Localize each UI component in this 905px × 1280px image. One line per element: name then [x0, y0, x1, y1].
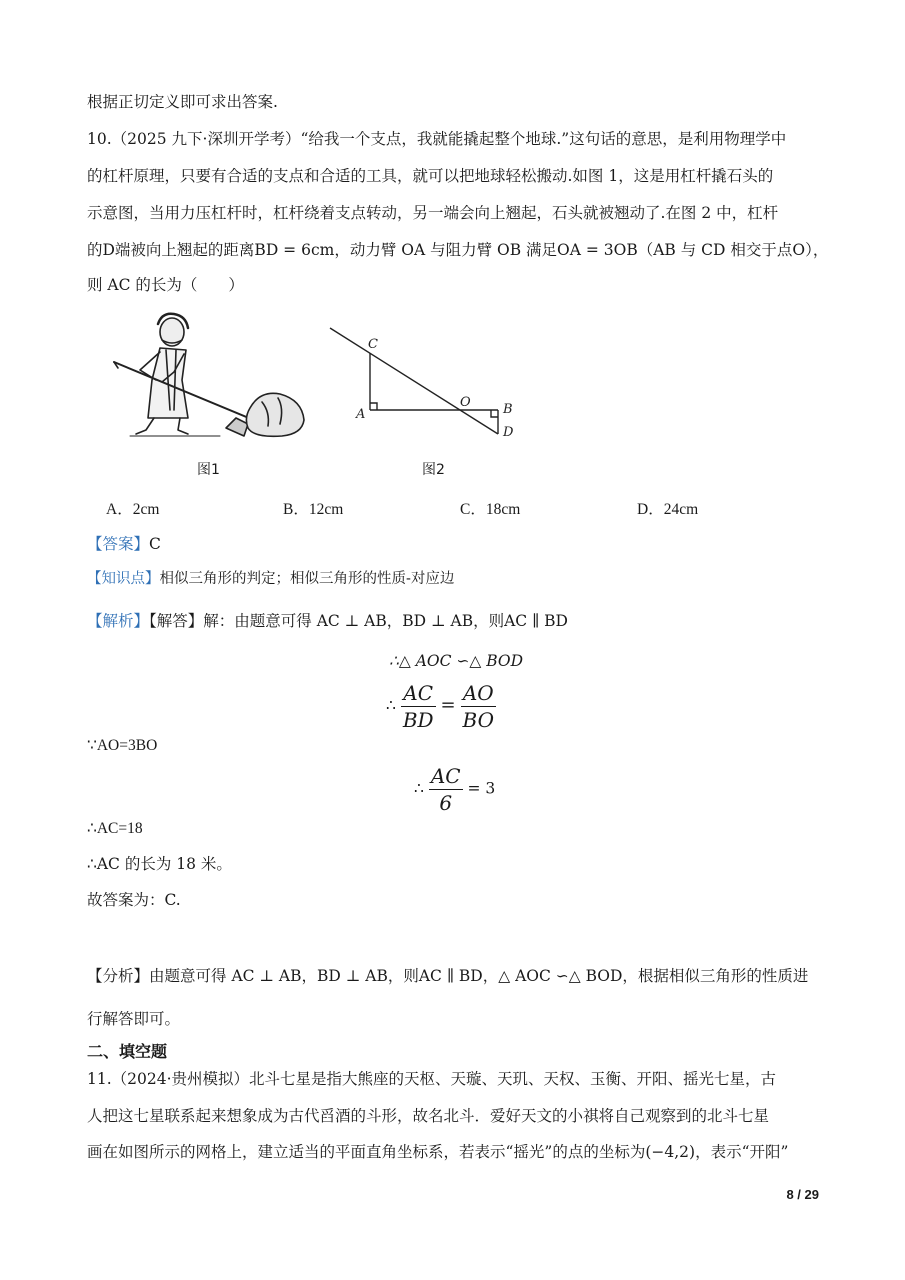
label-a: A	[356, 407, 366, 422]
q10-line-3: 示意图，当用力压杠杆时，杠杆绕着支点转动，另一端会向上翘起，石头就被翘动了.在图 2 中，杠杆	[87, 204, 779, 222]
fraction-denominator: BD	[402, 708, 434, 732]
q10-line-5: 则 AC 的长为（ ）	[87, 276, 244, 294]
knowledge-line	[87, 568, 454, 590]
analysis-text: 由题意可得 AC ⊥ AB，BD ⊥ AB，则AC ∥ BD，△ AOC ∽△ BOD，根据相似三角形的性质进	[149, 967, 809, 985]
label-c: C	[368, 337, 378, 352]
q10-line-4: 的D端被向上翘起的距离BD = 6cm，动力臂 OA 与阻力臂 OB 满足OA = 3OB（AB 与 CD 相交于点O），	[87, 241, 829, 259]
analysis-line-1	[87, 965, 808, 987]
page-number: 8 / 29	[786, 1187, 819, 1202]
option-d: D．24cm	[637, 501, 699, 518]
option-a: A．2cm	[106, 501, 160, 518]
label-o: O	[460, 395, 471, 410]
answer-value: C	[149, 535, 161, 553]
solution-tag: 【解析】	[87, 612, 150, 630]
fraction-ac-bd	[401, 680, 436, 733]
final-answer-line: 故答案为：C.	[87, 891, 181, 909]
option-c: C．18cm	[460, 501, 521, 518]
fraction-ac-6	[429, 763, 463, 816]
label-b: B	[503, 402, 513, 417]
result-line-2: ∴AC 的长为 18 米。	[87, 855, 232, 873]
figure-1-caption: 图1	[197, 462, 220, 478]
equals-three: = 3	[467, 779, 496, 798]
q11-line-2: 人把这七星联系起来想象成为古代舀酒的斗形，故名北斗．爱好天文的小祺将自己观察到的北斗七星	[87, 1107, 770, 1125]
fraction-denominator: 6	[439, 791, 453, 815]
q11-line-1: 11.（2024·贵州模拟）北斗七星是指大熊座的天枢、天璇、天玑、天权、玉衡、开阳、摇光七星，古	[87, 1070, 777, 1088]
q10-line-1: 10.（2025 九下·深圳开学考）“给我一个支点，我就能撬起整个地球.”这句话的意思，是利用物理学中	[87, 130, 787, 148]
solution-text: 【解答】解：由题意可得 AC ⊥ AB，BD ⊥ AB，则AC ∥ BD	[149, 612, 568, 630]
therefore-symbol: ∴	[414, 779, 424, 798]
q11-line-3: 画在如图所示的网格上，建立适当的平面直角坐标系，若表示“摇光”的点的坐标为(−4,2)，表示“开阳”	[87, 1143, 789, 1161]
solution-line	[87, 610, 568, 632]
answer-line	[87, 533, 161, 555]
given-line: ∵AO=3BO	[87, 737, 158, 754]
therefore-symbol: ∴	[386, 696, 396, 715]
label-d: D	[503, 425, 514, 440]
figure-2-caption: 图2	[422, 462, 445, 478]
fraction-numerator: AO	[461, 680, 496, 707]
answer-tag: 【答案】	[87, 535, 150, 553]
option-b: B．12cm	[283, 501, 344, 518]
solution-step-3	[414, 763, 495, 816]
fraction-denominator: BO	[462, 708, 494, 732]
q10-line-2: 的杠杆原理，只要有合适的支点和合适的工具，就可以把地球轻松搬动.如图 1，这是用杠杆撬石头的	[87, 167, 774, 185]
solution-step-2: ∴ $\frac{AC}{BD}$ = $\frac{AO}{BO}$	[386, 681, 494, 732]
analysis-line-2: 行解答即可。	[87, 1010, 181, 1028]
figure-1-lever-illustration	[100, 310, 310, 445]
fraction-numerator: AC	[401, 680, 436, 707]
figure-2-geometry-diagram	[320, 318, 530, 448]
intro-line: 根据正切定义即可求出答案.	[87, 93, 278, 111]
solution-step-1: ∴△ AOC ∽△ BOD	[389, 652, 524, 670]
knowledge-text: 相似三角形的判定；相似三角形的性质-对应边	[159, 571, 455, 587]
fraction-numerator: AC	[430, 764, 461, 788]
section-heading: 二、填空题	[87, 1042, 168, 1061]
fraction-ao-bo	[461, 680, 496, 733]
knowledge-tag: 【知识点】	[87, 571, 160, 587]
analysis-tag: 【分析】	[87, 967, 150, 985]
result-line-1: ∴AC=18	[87, 820, 143, 837]
